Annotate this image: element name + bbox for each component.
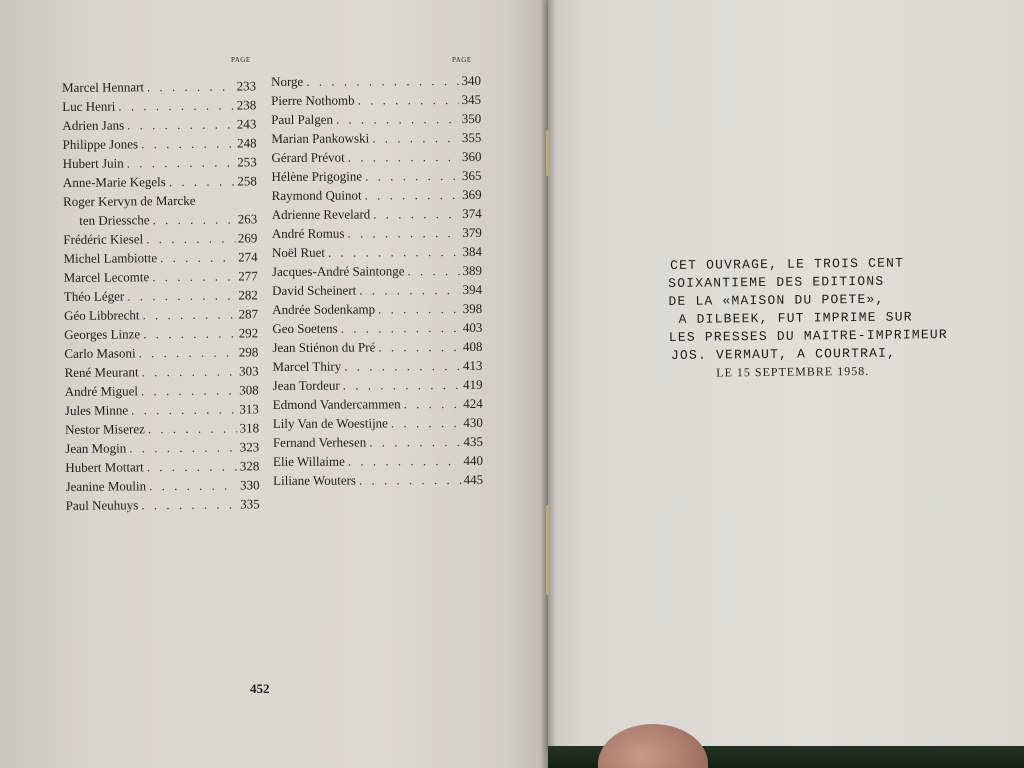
- leader-dots: [391, 415, 460, 431]
- index-entry: [65, 439, 259, 460]
- leader-dots: [146, 230, 235, 247]
- page-ref: 308: [239, 382, 259, 398]
- colophon-line: A DILBEEK, FUT IMPRIME SUR: [678, 309, 913, 327]
- leader-dots: [341, 320, 460, 337]
- leader-dots: [149, 477, 237, 494]
- index-entry: [62, 116, 256, 137]
- author-name: Gérard Prévot: [271, 149, 345, 165]
- index-entry: [65, 477, 259, 498]
- leader-dots: [153, 211, 235, 228]
- page-ref: 374: [462, 205, 482, 222]
- author-name: Nestor Miserez: [64, 421, 145, 437]
- colophon-line: LE 15 SEPTEMBRE 1958.: [716, 363, 870, 380]
- index-entry: [65, 420, 259, 441]
- page-ref: 287: [238, 306, 259, 322]
- leader-dots: [141, 363, 236, 380]
- page-ref: 303: [238, 363, 259, 379]
- leader-dots: [348, 453, 461, 470]
- leader-dots: [152, 268, 235, 285]
- leader-dots: [344, 358, 460, 375]
- page-ref: 445: [463, 471, 484, 487]
- page-ref: 253: [237, 154, 257, 170]
- index-entry: [272, 282, 482, 302]
- author-name: Geo Soetens: [272, 320, 338, 336]
- leader-dots: [372, 130, 459, 146]
- author-name: Philippe Jones: [62, 136, 139, 152]
- page-ref: 398: [462, 300, 483, 316]
- leader-dots: [127, 155, 235, 172]
- page-ref: 440: [463, 452, 484, 468]
- author-name: Elie Willaime: [272, 453, 345, 469]
- index-entry: [63, 154, 257, 175]
- colophon-line: CET OUVRAGE, LE TROIS CENT: [669, 255, 905, 273]
- leader-dots: [359, 472, 461, 489]
- page-ref: 298: [238, 344, 259, 360]
- index-entry: [273, 453, 483, 473]
- index-entry: [272, 206, 482, 226]
- author-name: Géo Libbrecht: [63, 307, 140, 323]
- page-ref: 403: [462, 319, 483, 335]
- index-entry: [64, 363, 258, 384]
- index-entry: [64, 325, 258, 346]
- author-name: André Miguel: [64, 383, 139, 399]
- author-name: René Meurant: [64, 364, 139, 380]
- page-ref: 328: [239, 458, 260, 474]
- page-ref: 413: [462, 357, 483, 373]
- index-entry: [62, 97, 256, 118]
- page-ref: 233: [236, 78, 257, 94]
- leader-dots: [127, 117, 234, 134]
- author-name: Jacques-André Saintonge: [271, 263, 405, 279]
- index-entry: [272, 339, 482, 359]
- index-entry: [273, 415, 483, 435]
- page-ref: 258: [237, 173, 257, 189]
- author-name: Jean Tordeur: [272, 377, 340, 393]
- page-ref: 335: [240, 496, 260, 512]
- index-entry: [63, 173, 257, 194]
- page-ref: 379: [462, 224, 482, 241]
- page-ref: 430: [463, 414, 483, 430]
- book-gutter: [540, 0, 556, 768]
- leader-dots: [131, 401, 236, 418]
- colophon-line: SOIXANTIEME DES EDITIONS: [668, 273, 885, 291]
- leader-dots: [365, 168, 459, 184]
- author-name: Anne-Marie Kegels: [62, 174, 166, 190]
- page-ref: 408: [462, 338, 483, 354]
- page-ref: 330: [239, 477, 260, 493]
- index-entry: [64, 306, 258, 327]
- author-name: Lily Van de Woestijne: [272, 415, 388, 431]
- leader-dots: [129, 439, 237, 456]
- page-ref: 313: [239, 401, 259, 417]
- leader-dots: [306, 73, 458, 90]
- author-name: Paul Neuhuys: [65, 497, 139, 513]
- colophon: [668, 255, 989, 384]
- index-entry: [271, 73, 481, 93]
- author-name: André Romus: [271, 225, 345, 241]
- page-ref: 292: [238, 325, 259, 341]
- leader-dots: [141, 496, 237, 513]
- leader-dots: [169, 173, 235, 190]
- page-ref: 369: [462, 186, 482, 203]
- page-ref: 435: [463, 433, 483, 449]
- leader-dots: [127, 287, 235, 304]
- index-entry: [65, 458, 259, 479]
- index-column-2: [271, 73, 483, 492]
- leader-dots: [378, 339, 460, 355]
- binding-stitch: [546, 505, 549, 595]
- page-ref: 345: [461, 91, 482, 108]
- leader-dots: [343, 377, 461, 394]
- author-name: Hubert Mottart: [65, 459, 144, 475]
- index-entry: [273, 472, 483, 492]
- leader-dots: [365, 187, 460, 203]
- leader-dots: [141, 382, 236, 399]
- leader-dots: [359, 282, 459, 299]
- page-column-heading: PAGE: [452, 56, 472, 64]
- index-entry: [65, 382, 259, 403]
- author-name: Andrée Sodenkamp: [272, 301, 376, 317]
- index-entry: [271, 111, 481, 131]
- author-name: Liliane Wouters: [273, 472, 357, 488]
- index-entry: [63, 192, 257, 213]
- author-name: Paul Palgen: [271, 111, 334, 127]
- author-name: Jean Mogin: [65, 440, 127, 456]
- index-entry: [273, 377, 483, 397]
- author-name: Norge: [271, 73, 304, 89]
- index-entry: [271, 168, 481, 188]
- index-entry: [63, 230, 257, 251]
- author-name: Hubert Juin: [62, 155, 124, 171]
- author-name: Adrien Jans: [62, 117, 125, 133]
- index-entry: [271, 149, 481, 169]
- index-entry: [64, 344, 258, 365]
- index-entry: [273, 434, 483, 454]
- index-entry: [64, 287, 258, 308]
- leader-dots: [160, 249, 235, 266]
- index-entry: [273, 396, 483, 416]
- index-entry: [272, 263, 482, 283]
- colophon-line: JOS. VERMAUT, A COURTRAI,: [670, 345, 897, 363]
- leader-dots: [328, 244, 460, 261]
- binding-stitch: [546, 130, 549, 176]
- index-entry: [65, 401, 259, 422]
- author-name: Roger Kervyn de Marcke: [62, 192, 196, 209]
- leader-dots: [147, 458, 237, 475]
- leader-dots: [378, 301, 460, 317]
- leader-dots: [336, 111, 459, 128]
- page-ref: 243: [236, 116, 257, 132]
- leader-dots: [407, 263, 459, 279]
- leader-dots: [147, 79, 234, 96]
- author-name: Marcel Thiry: [272, 358, 342, 374]
- index-entry: [272, 320, 482, 340]
- author-name: Marcel Hennart: [62, 79, 145, 95]
- author-name: Jeanine Moulin: [65, 478, 147, 494]
- author-name: Jean Stiénon du Pré: [272, 339, 376, 355]
- leader-dots: [404, 396, 461, 412]
- leader-dots: [373, 206, 459, 222]
- index-column-1: [62, 78, 260, 517]
- leader-dots: [358, 92, 459, 109]
- page-ref: 350: [461, 110, 482, 127]
- author-name: Frédéric Kiesel: [63, 231, 144, 247]
- page-ref: 340: [461, 72, 482, 89]
- index-entry: [62, 78, 256, 99]
- author-name: David Scheinert: [272, 282, 357, 298]
- author-name: Michel Lambiotte: [63, 250, 158, 266]
- page-ref: 282: [238, 287, 258, 303]
- page-ref: 318: [239, 420, 260, 436]
- page-ref: 360: [461, 148, 482, 165]
- page-ref: 323: [239, 439, 260, 455]
- leader-dots: [143, 325, 236, 342]
- colophon-line: LES PRESSES DU MAITRE-IMPRIMEUR: [668, 327, 948, 345]
- author-name: Adrienne Revelard: [271, 206, 371, 222]
- index-entry: [64, 268, 258, 289]
- index-entry: [272, 358, 482, 378]
- index-entry: [272, 301, 482, 321]
- page-ref: 248: [236, 135, 257, 151]
- leader-dots: [148, 420, 237, 437]
- author-name: Raymond Quinot: [271, 187, 362, 203]
- page-ref: 263: [237, 211, 258, 227]
- author-name: Théo Léger: [63, 288, 125, 304]
- leader-dots: [141, 136, 234, 153]
- author-name: ten Driessche: [79, 212, 150, 228]
- author-name: Marian Pankowski: [271, 130, 370, 146]
- index-entry: [272, 225, 482, 245]
- author-name: Hélène Prigogine: [271, 168, 363, 184]
- index-entry: [271, 92, 481, 112]
- index-entry: [272, 187, 482, 207]
- leader-dots: [347, 225, 459, 242]
- index-entry: [62, 135, 256, 156]
- index-entry: [272, 244, 482, 264]
- index-entry: [63, 211, 257, 232]
- page-ref: 274: [237, 249, 258, 265]
- page-ref: 277: [238, 268, 258, 284]
- page-ref: 389: [462, 262, 483, 278]
- author-name: Georges Linze: [64, 326, 141, 342]
- author-name: Carlo Masoni: [64, 345, 136, 361]
- leader-dots: [118, 98, 234, 115]
- leader-dots: [369, 434, 460, 450]
- page-ref: 384: [462, 243, 482, 259]
- page-ref: 238: [236, 97, 257, 113]
- page-column-heading: PAGE: [231, 56, 251, 64]
- page-ref: 269: [237, 230, 258, 246]
- page-ref: 424: [463, 395, 483, 411]
- leader-dots: [348, 149, 459, 166]
- index-entry: [63, 249, 257, 270]
- leader-dots: [138, 344, 235, 361]
- page-ref: 394: [462, 281, 483, 297]
- author-name: Edmond Vandercammen: [272, 396, 401, 412]
- page-ref: 355: [461, 129, 482, 146]
- index-entry: [66, 496, 260, 517]
- page-ref: 419: [463, 376, 483, 392]
- colophon-line: DE LA «MAISON DU POETE»,: [668, 291, 885, 309]
- author-name: Jules Minne: [64, 402, 129, 418]
- author-name: Noël Ruet: [271, 244, 326, 260]
- author-name: Pierre Nothomb: [271, 92, 355, 108]
- leader-dots: [142, 306, 235, 323]
- page-ref: 365: [461, 167, 482, 184]
- index-entry: [271, 130, 481, 150]
- author-name: Luc Henri: [62, 98, 116, 114]
- author-name: Marcel Lecomte: [63, 269, 150, 285]
- page-number: 452: [250, 681, 270, 696]
- author-name: Fernand Verhesen: [272, 434, 367, 450]
